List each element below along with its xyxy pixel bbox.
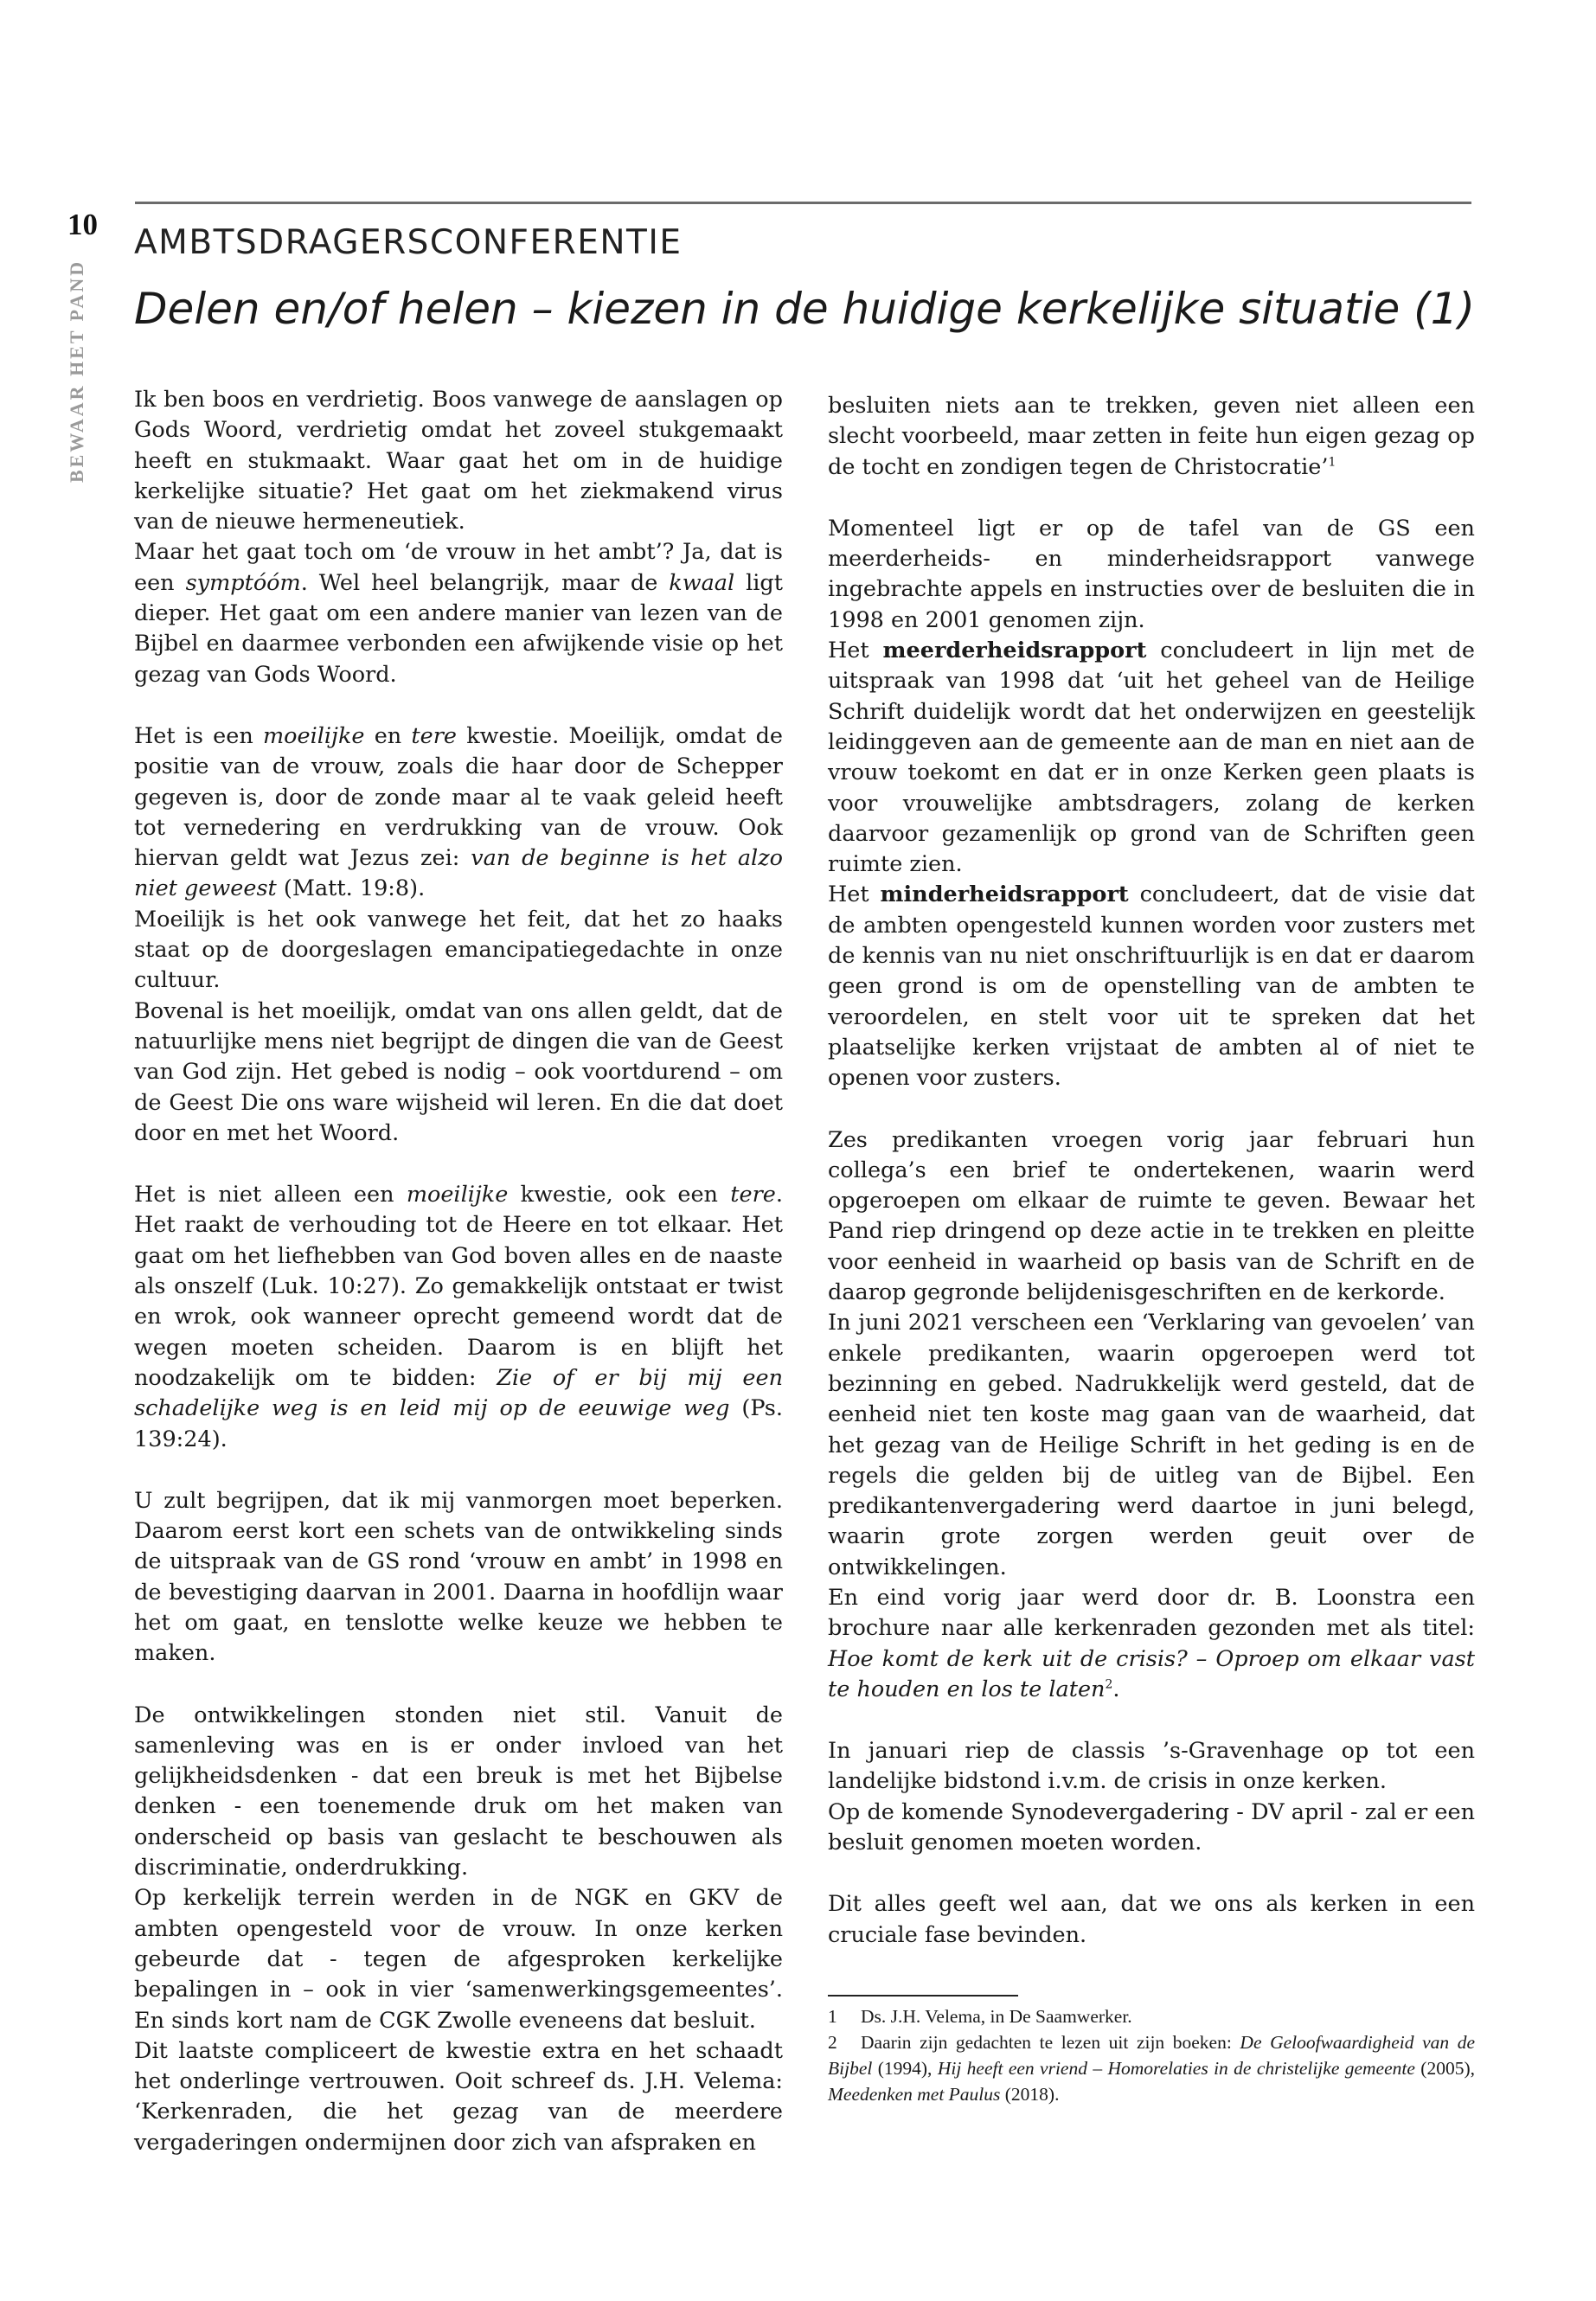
paragraph: In juni 2021 verscheen een ‘Verklaring van gevoelen’ van enkele predikanten, waarin opgeroepen werd tot bezinning en gebed. Nadrukkelijk werd gesteld, dat de eenheid niet ten koste mag gaan van de waarheid, dat het gezag van de Heilige Schrift in het geding is en de regels die gelden bij de uitleg van de Bijbel. Een predikantenvergadering werd daartoe in juni belegd, waarin grote zorgen werden geuit over de ontwikkelingen. [828,1310,1475,1580]
paragraph: Het meerderheidsrapport concludeert in lijn met de uitspraak van 1998 dat ‘uit het geheel van de Heilige Schrift duidelijk wordt dat het onderwijzen en geestelijk leidinggeven aan de gemeente aan de man en niet aan de vrouw toekomt en dat er in onze Kerken geen plaats is voor vrouwelijke ambtsdragers, zolang de kerken daarvoor gezamenlijk op grond van de Schriften geen ruimte zien. [828,638,1476,878]
paragraph: Ik ben boos en verdrietig. Boos vanwege de aanslagen op Gods Woord, verdrietig omdat het zoveel stukgemaakt heeft en stukmaakt. Waar gaat het om in de huidige kerkelijke situatie? Het gaat om het ziekmakend virus van de nieuwe hermeneutiek. [134,387,783,535]
paragraph: De ontwikkelingen stonden niet stil. Vanuit de samenleving was en is er onder invloed van het gelijkheidsdenken - dat een breuk is met het Bijbelse denken - een toenemende druk om het maken van onderscheid op basis van geslacht te beschouwen als discriminatie, onderdrukking. [134,1702,783,1881]
paragraph: Dit laatste compliceert de kwestie extra en het schaadt het onderlinge vertrouwen. Ooit schreef ds. J.H. Velema: ‘Kerkenraden, die het gezag van de meerdere vergaderingen ondermijnen door zich van afspraken en [134,2037,783,2156]
paragraph: Maar het gaat toch om ‘de vrouw in het ambt’? Ja, dat is een symptóóm. Wel heel belangrijk, maar de kwaal ligt dieper. Het gaat om een andere manier van lezen van de Bijbel en daarmee verbonden een afwijkende visie op het gezag van Gods Woord. [134,539,783,688]
paragraph: Moeilijk is het ook vanwege het feit, dat het zo haaks staat op de doorgeslagen emancipatiegedachte in onze cultuur. [134,906,783,994]
page-number: 10 [67,208,98,241]
paragraph: Het is niet alleen een moeilijke kwestie, ook een tere. Het raakt de verhouding tot de Heere en tot elkaar. Het gaat om het liefhebben van God boven alles en de naaste als onszelf (Luk. 10:27). Zo gemakkelijk ontstaat er twist en wrok, ook wanneer oprecht gemeend wordt dat de wegen moeten scheiden. Daarom is en blijft het noodzakelijk om te bidden: Zie of er bij mij een schadelijke weg is en leid mij op de eeuwige weg (Ps. 139:24). [134,1182,784,1452]
header-rule [135,202,1471,204]
paragraph: Het minderheidsrapport concludeert, dat de visie dat de ambten opengesteld kunnen worden voor zusters met de kennis van nu niet onschriftuurlijk is en dat er daarom geen grond is om de openstelling van de ambten te veroordelen, en stelt voor uit te spreken dat het plaatselijke kerken vrijstaat de ambten al of niet te openen voor zusters. [828,881,1475,1092]
paragraph: Zes predikanten vroegen vorig jaar februari hun collega’s een brief te ondertekenen, waarin werd opgeroepen om elkaar de ruimte te geven. Bewaar het Pand riep dringend op deze actie in te trekken en pleitte voor eenheid in waarheid op basis van de Schrift en de daarop gegronde belijdenisgeschriften en de kerkorde. [828,1126,1475,1306]
footnote-rule [828,1995,1018,1997]
paragraph: Het is een moeilijke en tere kwestie. Moeilijk, omdat de positie van de vrouw, zoals die haar door de Schepper gegeven is, door de zonde maar al te vaak geleid heeft tot vernedering en verdrukking van de vrouw. Ook hiervan geldt wat Jezus zei: van de beginne is het alzo niet geweest (Matt. 19:8). [134,722,783,902]
footnotes [828,2003,1475,2107]
right-column [828,391,1475,1951]
paragraph: Op de komende Synodevergadering - DV april - zal er een besluit genomen moeten worden. [828,1798,1475,1856]
paragraph: Op kerkelijk terrein werden in de NGK en GKV de ambten opengesteld voor de vrouw. In onze kerken gebeurde dat - tegen de afgesproken kerkelijke bepalingen in – ook in vier ‘samenwerkingsgemeentes’. En sinds kort nam de CGK Zwolle eveneens dat besluit. [134,1885,783,2034]
footnote-1: 1 Ds. J.H. Velema, in De Saamwerker. [828,2006,1132,2027]
footnote-ref: 2 [1105,1677,1113,1692]
paragraph: In januari riep de classis ’s-Gravenhage op tot een landelijke bidstond i.v.m. de crisis in onze kerken. [828,1738,1475,1795]
paragraph: Momenteel ligt er op de tafel van de GS een meerderheids- en minderheidsrapport vanwege ingebrachte appels en instructies over de besluiten die in 1998 en 2001 genomen zijn. [828,515,1475,633]
footnote-2: 2 Daarin zijn gedachten te lezen uit zijn boeken: De Geloofwaardigheid van de Bijbel (1994), Hij heeft een vriend – Homorelaties in de christelijke gemeente (2005), Meedenken met Paulus (2018). [828,2032,1475,2105]
paragraph: En eind vorig jaar werd door dr. B. Loonstra een brochure naar alle kerkenraden gezonden met als titel: Hoe komt de kerk uit de crisis? – Oproep om elkaar vast te houden en los te laten$^2$. [828,1584,1475,1702]
article-title: Delen en/of helen – kiezen in de huidige kerkelijke situatie (1) [134,284,1475,334]
section-label: AMBTSDRAGERSCONFERENTIE [134,223,683,262]
paragraph: Dit alles geeft wel aan, dat we ons als kerken in een cruciale fase bevinden. [828,1891,1475,1948]
left-column [134,385,783,2158]
paragraph: U zult begrijpen, dat ik mij vanmorgen moet beperken. Daarom eerst kort een schets van de ontwikkeling sinds de uitspraak van de GS rond ‘vrouw en ambt’ in 1998 en de bevestiging daarvan in 2001. Daarna in hoofdlijn waar het om gaat, en tenslotte welke keuze we hebben te maken. [134,1487,783,1667]
side-label: BEWAAR HET PAND [66,260,87,484]
paragraph: besluiten niets aan te trekken, geven niet alleen een slecht voorbeeld, maar zetten in feite hun eigen gezag op de tocht en zondigen tegen de Christocratie’$^1$ [828,393,1475,480]
paragraph: Bovenal is het moeilijk, omdat van ons allen geldt, dat de natuurlijke mens niet begrijpt de dingen die van de Geest van God zijn. Het gebed is nodig – ook voortdurend – om de Geest Die ons ware wijsheid wil leren. En die dat doet door en met het Woord. [134,997,783,1146]
footnote-ref: 1 [1328,455,1336,470]
